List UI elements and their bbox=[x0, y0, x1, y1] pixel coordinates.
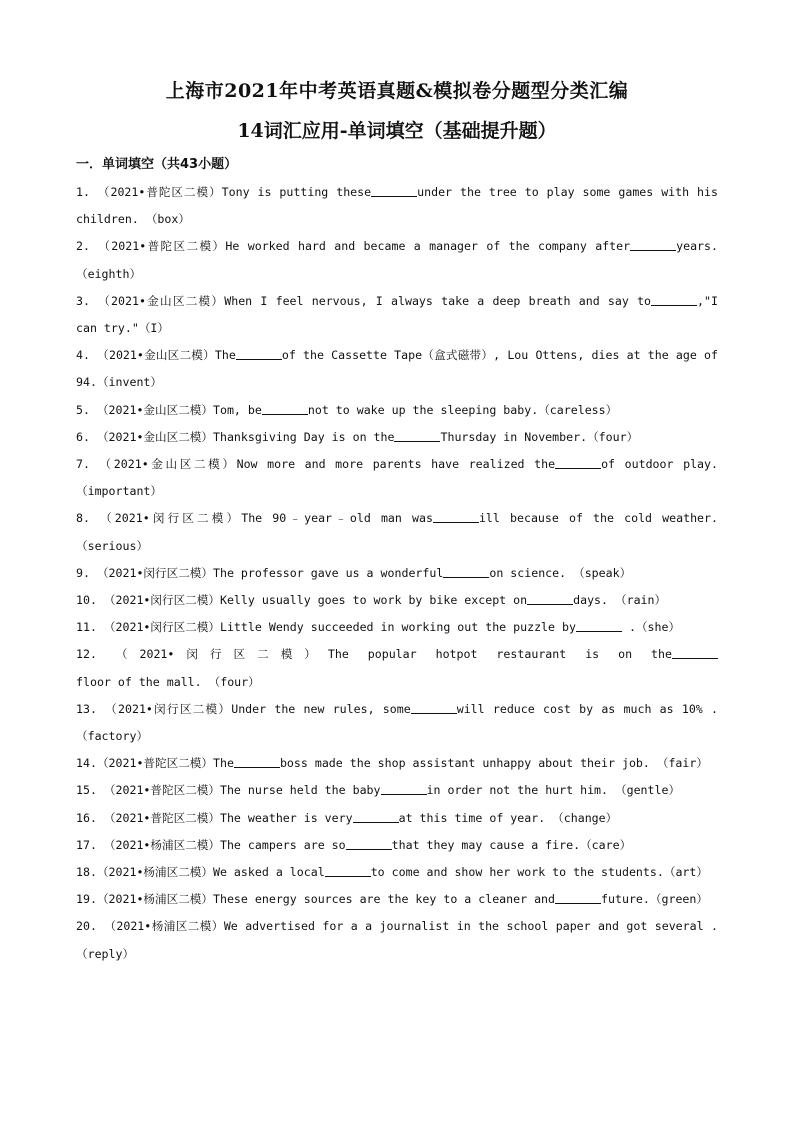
answer-blank bbox=[433, 510, 479, 523]
question-item: 15. （2021•普陀区二模）The nurse held the baby in order not the hurt him. （gentle） bbox=[76, 783, 681, 798]
answer-blank bbox=[651, 293, 697, 306]
section-heading: 一．单词填空（共43小题） bbox=[76, 157, 238, 172]
question-item: 10. （2021•闵行区二模）Kelly usually goes to work by bike except on days. （rain） bbox=[76, 593, 667, 608]
question-item: 7. （2021•金山区二模）Now more and more parents have realized the of outdoor play.（important） bbox=[76, 457, 718, 499]
answer-blank bbox=[555, 456, 601, 469]
answer-blank bbox=[394, 429, 440, 442]
answer-blank bbox=[555, 891, 601, 904]
question-item: 3. （2021•金山区二模）When I feel nervous, I always take a deep breath and say to ,"I can try."（I） bbox=[76, 293, 718, 336]
answer-blank bbox=[576, 619, 622, 632]
answer-blank bbox=[262, 402, 308, 415]
answer-blank bbox=[672, 646, 718, 659]
answer-blank bbox=[443, 565, 489, 578]
answer-blank bbox=[353, 810, 399, 823]
answer-blank bbox=[234, 755, 280, 768]
answer-blank bbox=[371, 184, 417, 197]
answer-blank bbox=[346, 837, 392, 850]
question-list bbox=[76, 179, 718, 968]
answer-blank bbox=[325, 864, 371, 877]
page-subtitle: 14词汇应用-单词填空（基础提升题） bbox=[237, 120, 557, 142]
question-item: 4. （2021•金山区二模）The of the Cassette Tape（盒式磁带）, Lou Ottens, dies at the age of 94.（invent） bbox=[76, 348, 719, 390]
question-item: 18.（2021•杨浦区二模）We asked a local to come and show her work to the students.（art） bbox=[76, 865, 708, 880]
answer-blank bbox=[236, 347, 282, 360]
question-item: 16. （2021•普陀区二模）The weather is very at this time of year. （change） bbox=[76, 810, 618, 825]
question-item: 2. （2021•普陀区二模）He worked hard and became a manager of the company after years. （eighth） bbox=[76, 239, 718, 281]
page-title: 上海市2021年中考英语真题&模拟卷分题型分类汇编 bbox=[165, 80, 629, 102]
question-item: 14.（2021•普陀区二模）The boss made the shop assistant unhappy about their job. （fair） bbox=[76, 756, 708, 771]
question-item: 17. （2021•杨浦区二模）The campers are so that they may cause a fire.（care） bbox=[76, 837, 632, 852]
question-item: 9. （2021•闵行区二模）The professor gave us a wonderful on science. （speak） bbox=[76, 565, 632, 580]
question-item: 8. （2021•闵行区二模）The 90﹣year﹣old man was ill because of the cold weather. （serious） bbox=[76, 511, 718, 553]
answer-blank bbox=[381, 782, 427, 795]
question-item: 12. （2021•闵行区二模）The popular hotpot restaurant is on thefloor of the mall. （four） bbox=[76, 641, 718, 695]
question-item: 5. （2021•金山区二模）Tom, be not to wake up the sleeping baby.（careless） bbox=[76, 402, 618, 417]
question-item: 11. （2021•闵行区二模）Little Wendy succeeded in working out the puzzle by .（she） bbox=[76, 620, 681, 635]
answer-blank bbox=[630, 238, 676, 251]
question-item: 1. （2021•普陀区二模）Tony is putting these under the tree to play some games with his children. （box） bbox=[76, 185, 719, 227]
answer-blank bbox=[527, 592, 573, 605]
question-item: 13. （2021•闵行区二模）Under the new rules, some will reduce cost by as much as 10% .（factory） bbox=[76, 701, 718, 744]
answer-blank bbox=[411, 701, 457, 714]
question-item: 6. （2021•金山区二模）Thanksgiving Day is on the Thursday in November.（four） bbox=[76, 429, 639, 444]
question-item: 19.（2021•杨浦区二模）These energy sources are the key to a cleaner and future.（green） bbox=[76, 892, 708, 907]
question-item: 20. （2021•杨浦区二模）We advertised for a a journalist in the school paper and got several .（reply） bbox=[76, 919, 719, 961]
